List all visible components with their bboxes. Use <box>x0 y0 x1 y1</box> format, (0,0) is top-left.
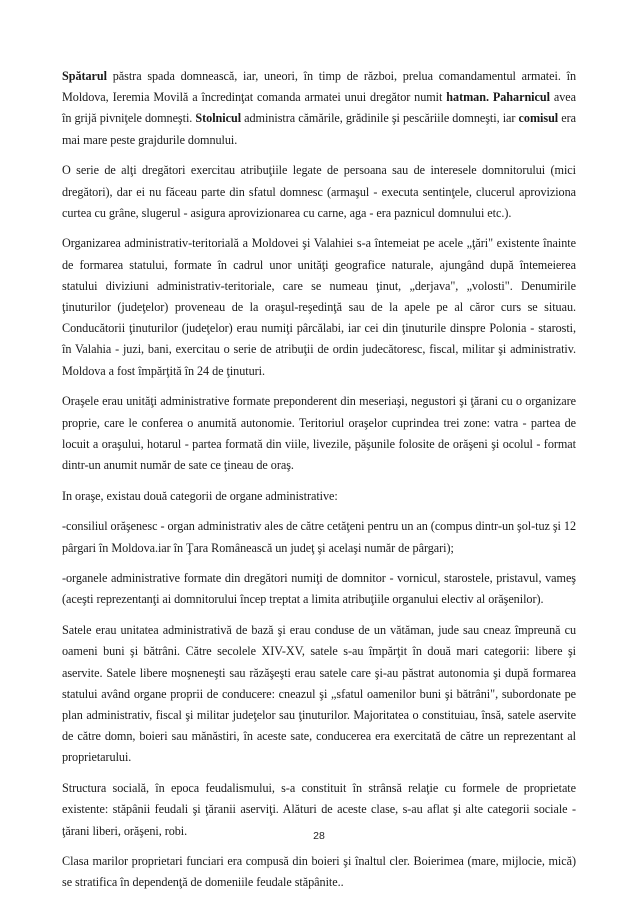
bold-term: Stolnicul <box>195 111 242 126</box>
paragraph-text: era mai mare peste grajdurile domnului. <box>62 111 577 147</box>
paragraph-text: păstra spada domnească, iar, uneori, în timp de război, prelua comandamentul armatei. în Moldova, Ieremia Movilă a încredinţat comanda armatei unui dregător numit <box>62 69 576 105</box>
bold-term: Spătarul <box>62 69 107 83</box>
paragraph <box>62 620 576 768</box>
paragraph <box>62 391 576 476</box>
paragraph-text: -organele administrative formate din dregători numiţi de domnitor - vornicul, starostele, pristavul, vameş (aceşti reprezentanţi ai domnitorului încep treptat a limita atribuţiile organului electiv al orăşenilor). <box>62 571 576 607</box>
paragraph <box>62 66 576 151</box>
paragraph-text: Organizarea administrativ-teritorială a Moldovei şi Valahiei s-a întemeiat pe acele „ţări" existente înainte de formarea statului, formate în cadrul unor unităţi geografice naturale, ajungând după întemeierea statului diviziuni administrativ-teritoriale, care se numeau ţinut, „derjava", „volosti". Denumirile ţinuturilor (judeţelor) proveneau de la oraşul-reşedinţă sau de la apele pe al căror curs se situau. Conducătorii ţinuturilor (judeţelor) erau numiţi pârcălabi, iar cei din ţinuturile dinspre Polonia - starosti, în Valahia - juzi, bani, exercitau o serie de atribuţii de ordin judecătoresc, fiscal, militar şi administrativ. Moldova a fost împărţită în 24 de ţinuturi. <box>62 236 576 378</box>
paragraph <box>62 486 576 507</box>
paragraph <box>62 516 576 558</box>
paragraph-text: Clasa marilor proprietari funciari era compusă din boieri şi înaltul cler. Boierimea (mare, mijlocie, mică) se stratifica în dependenţă de domeniile feudale stăpânite.. <box>62 854 576 890</box>
paragraph-text: administra cămările, grădinile şi pescăriile domneşti, iar <box>241 111 519 126</box>
bold-term: comisul <box>518 111 559 126</box>
paragraph-text: In oraşe, existau două categorii de organe administrative: <box>62 488 338 503</box>
paragraph-text: -consiliul orăşenesc - organ administrativ ales de către cetăţeni pentru un an (compus dintr-un şol-tuz şi 12 pârgari în Moldova.iar în Ţara Românească un judeţ şi acelaşi număr de pârgari); <box>62 519 576 555</box>
paragraph-text: Oraşele erau unităţi administrative formate preponderent din meseriaşi, negustori şi ţărani cu o organizare proprie, care le conferea o anumită autonomie. Teritoriul oraşelor cuprindea trei zone: vatra - partea de locuit a oraşului, hotarul - partea formată din viile, livezile, păşunile folosite de orăşeni şi ocolul - format dintr-un anumit număr de sate ce ţineau de oraş. <box>62 394 576 472</box>
paragraph-text: Structura socială, în epoca feudalismului, s-a constituit în strânsă relaţie cu formele de proprietate existente: stăpânii feudali şi ţăranii aserviţi. Alături de aceste clase, s-au aflat şi alte categorii sociale - ţărani liberi, orăşeni, robi. <box>62 781 576 838</box>
paragraph <box>62 160 576 224</box>
paragraph <box>62 568 576 610</box>
paragraph-text: avea în grijă pivniţele domneşti. <box>62 90 576 126</box>
bold-term: hatman. Paharnicul <box>446 90 550 105</box>
page-number: 28 <box>313 830 325 842</box>
paragraph <box>62 233 576 381</box>
paragraph <box>62 851 576 893</box>
paragraph-text: O serie de alţi dregători exercitau atribuţiile legate de persoana sau de interesele domnitorului (mici dregători), dar ei nu făceau parte din sfatul domnesc (armaşul - executa sentinţele, clucerul aproviziona curtea cu grâne, slugerul - asigura aprovizionarea cu carne, aga - era paznicul domnului etc.). <box>62 163 576 220</box>
paragraph-text: Satele erau unitatea administrativă de bază şi erau conduse de un vătăman, jude sau cneaz împreună cu oameni buni şi bătrâni. Către secolele XIV-XV, satele s-au împărţit în două mari categorii: libere şi aservite. Satele libere moşneneşti sau răzăşeşti erau satele care şi-au păstrat autonomia şi după formarea statului având organe proprii de conducere: cneazul şi „sfatul oamenilor buni şi bătrâni", subordonate pe plan administrativ, fiscal şi militar judeţelor sau ţinuturilor. Majoritatea o constituiau, însă, satele aservite de către domn, boieri sau mănăstiri, în aceste sate, conducerea era exercitată de către un reprezentant al proprietarului. <box>62 623 576 765</box>
document-body <box>62 66 576 903</box>
